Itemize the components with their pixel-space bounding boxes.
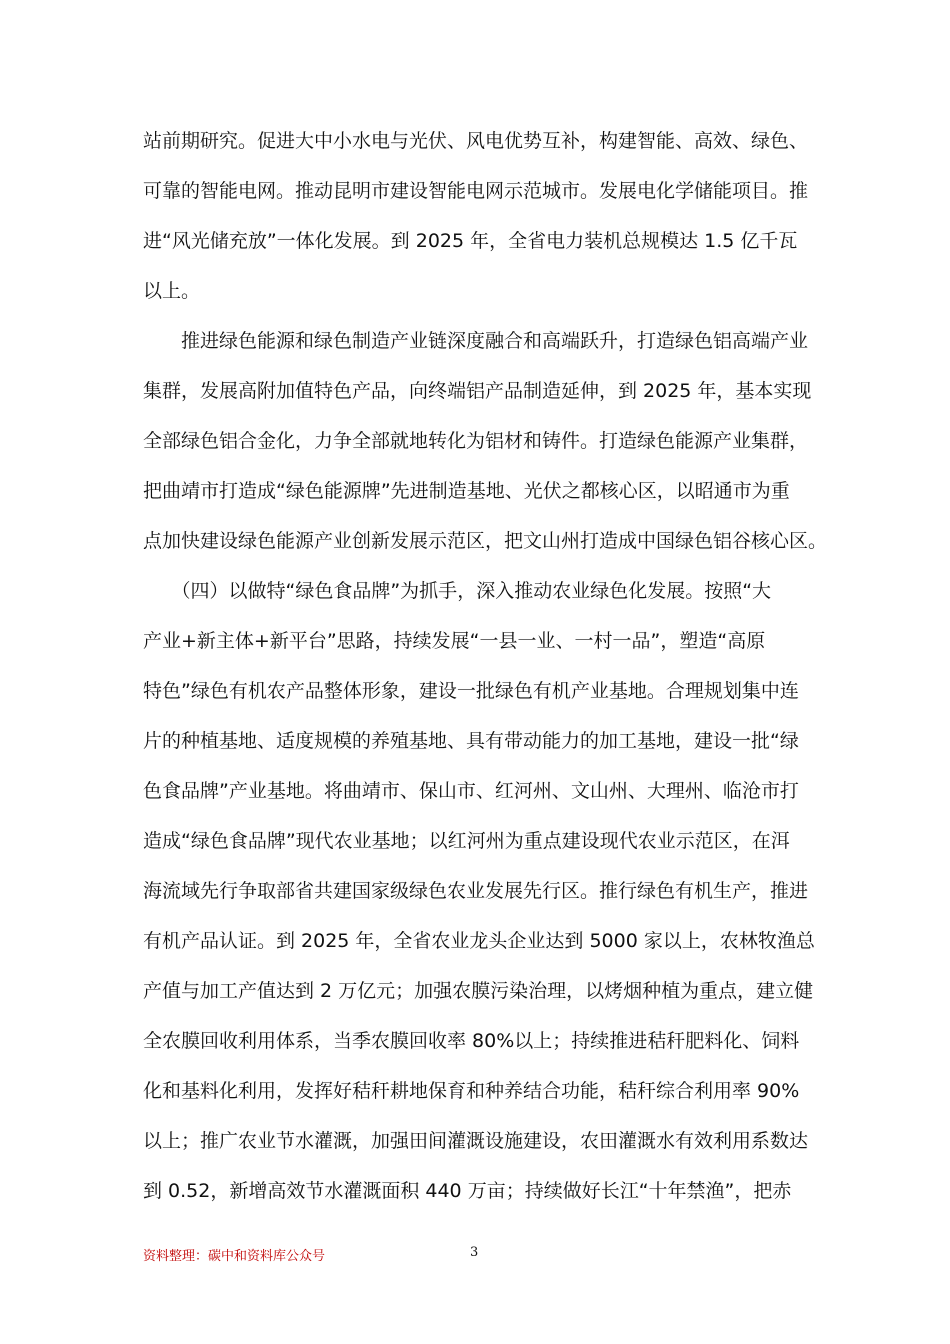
text-line: 全部绿色铝合金化，力争全部就地转化为铝材和铸件。打造绿色能源产业集群， (143, 430, 809, 452)
text-line: 特色”绿色有机农产品整体形象，建设一批绿色有机产业基地。合理规划集中连 (143, 680, 799, 702)
text-line: 海流域先行争取部省共建国家级绿色农业发展先行区。推行绿色有机生产，推进 (143, 880, 809, 902)
text-line: 点加快建设绿色能源产业创新发展示范区，把文山州打造成中国绿色铝谷核心区。 (143, 530, 828, 552)
text-line: 以上。 (143, 280, 201, 302)
text-line: 全农膜回收利用体系，当季农膜回收率 80%以上；持续推进秸秆肥料化、饲料 (143, 1030, 800, 1052)
text-line: 以上；推广农业节水灌溉，加强田间灌溉设施建设，农田灌溉水有效利用系数达 (143, 1130, 809, 1152)
text-line: 产值与加工产值达到 2 万亿元；加强农膜污染治理，以烤烟种植为重点，建立健 (143, 980, 814, 1002)
text-line: 把曲靖市打造成“绿色能源牌”先进制造基地、光伏之都核心区，以昭通市为重 (143, 480, 790, 502)
page-number: 3 (470, 1245, 479, 1260)
text-line: 站前期研究。促进大中小水电与光伏、风电优势互补，构建智能、高效、绿色、 (143, 130, 809, 152)
text-line: 有机产品认证。到 2025 年，全省农业龙头企业达到 5000 家以上，农林牧渔总 (143, 930, 815, 952)
text-line: 化和基料化利用，发挥好秸秆耕地保育和种养结合功能，秸秆综合利用率 90% (143, 1080, 800, 1102)
text-line: （四）以做特“绿色食品牌”为抓手，深入推动农业绿色化发展。按照“大 (143, 580, 772, 602)
text-line: 产业+新主体+新平台”思路，持续发展“一县一业、一村一品”，塑造“高原 (143, 630, 766, 652)
text-line: 集群，发展高附加值特色产品，向终端铝产品制造延伸，到 2025 年，基本实现 (143, 380, 812, 402)
text-line: 推进绿色能源和绿色制造产业链深度融合和高端跃升，打造绿色铝高端产业 (143, 330, 809, 352)
text-line: 片的种植基地、适度规模的养殖基地、具有带动能力的加工基地，建设一批“绿 (143, 730, 799, 752)
text-line: 进“风光储充放”一体化发展。到 2025 年，全省电力装机总规模达 1.5 亿千瓦 (143, 230, 798, 252)
text-line: 到 0.52，新增高效节水灌溉面积 440 万亩；持续做好长江“十年禁渔”，把赤 (143, 1180, 792, 1202)
text-line: 造成“绿色食品牌”现代农业基地；以红河州为重点建设现代农业示范区，在洱 (143, 830, 790, 852)
text-line: 可靠的智能电网。推动昆明市建设智能电网示范城市。发展电化学储能项目。推 (143, 180, 809, 202)
body-text (143, 123, 828, 1223)
text-line: 色食品牌”产业基地。将曲靖市、保山市、红河州、文山州、大理州、临沧市打 (143, 780, 799, 802)
footer-source-note: 资料整理：碳中和资料库公众号 (143, 1249, 326, 1264)
